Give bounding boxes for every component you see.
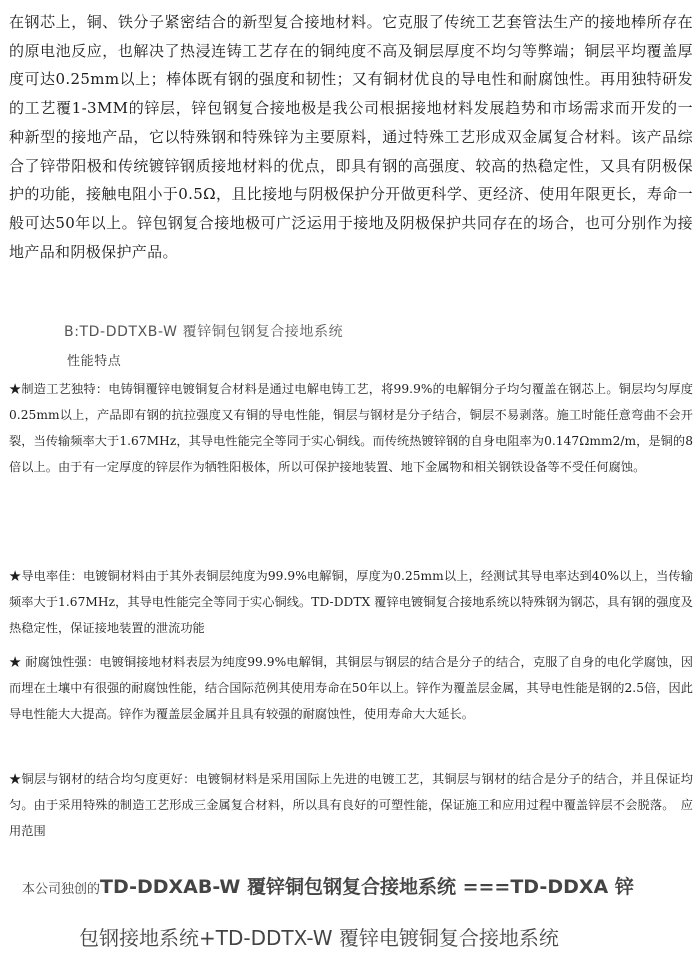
footer-line-2: 包钢接地系统+TD-DDTX-W 覆锌电镀铜复合接地系统 (79, 926, 559, 950)
footer-line-1-main: TD-DDXAB-W 覆锌铜包钢复合接地系统 ===TD-DDXA 锌 (100, 876, 634, 898)
intro-paragraph: 在钢芯上，铜、铁分子紧密结合的新型复合接地材料。它克服了传统工艺套管法生产的接地棒所存在的原电池反应，也解决了热浸连铸工艺存在的铜纯度不高及铜层厚度不均匀等弊端；铜层平均覆盖厚度可达0.25mm以上；棒体既有钢的强度和韧性；又有铜材优良的导电性和耐腐蚀性。再用独特研发的工艺覆1-3MM的锌层，锌包钢复合接地极是我公司根据接地材料发展趋势和市场需求而开发的一种新型的接地产品，它以特殊钢和特殊锌为主要原料，通过特殊工艺形成双金属复合材料。该产品综合了锌带阳极和传统镀锌钢质接地材料的优点，即具有钢的高强度、较高的热稳定性，又具有阴极保护的功能，接触电阻小于0.5Ω，且比接地与阴极保护分开做更科学、更经济、使用年限更长，寿命一般可达50年以上。锌包钢复合接地极可广泛运用于接地及阴极保护共同存在的场合，也可分别作为接地产品和阴极保护产品。 (9, 13, 693, 261)
footer-prefix: 本公司独创的 (22, 882, 101, 897)
footer-line-1 (22, 872, 634, 899)
features-title: 性能特点 (67, 354, 122, 369)
feature-conductivity-paragraph: ★导电率佳：电镀铜材料由于其外表铜层纯度为99.9%电解铜，厚度为0.25mm以上，经测试其导电率达到40%以上，当传输频率大于1.67MHz，其导电性能完全等同于实心铜线。TD-DDTX 覆锌电镀铜复合接地系统以特殊钢为钢芯，具有钢的强度及热稳定性，保证接地装置的泄流功能 (9, 569, 693, 635)
feature-uniformity-paragraph: ★铜层与钢材的结合均匀度更好：电镀铜材料是采用国际上先进的电镀工艺，其铜层与钢材的结合是分子的结合，并且保证均匀。由于采用特殊的制造工艺形成三金属复合材料，所以具有良好的可塑性能，保证施工和应用过程中覆盖锌层不会脱落。 应用范围 (9, 772, 693, 838)
feature-corrosion-paragraph: ★ 耐腐蚀性强：电镀铜接地材料表层为纯度99.9%电解铜，其铜层与钢层的结合是分子的结合，克服了自身的电化学腐蚀，因而埋在土壤中有很强的耐腐蚀性能，结合国际范例其使用寿命在50年以上。锌作为覆盖层金属，其导电性能是钢的2.5倍，因此导电性能大大提高。锌作为覆盖层金属并且具有较强的耐腐蚀性，使用寿命大大延长。 (9, 655, 693, 721)
section-b-title: B:TD-DDTXB-W 覆锌铜包钢复合接地系统 (64, 324, 344, 340)
feature-process-paragraph: ★制造工艺独特：电铸铜覆锌电镀铜复合材料是通过电解电铸工艺，将99.9%的电解铜分子均匀覆盖在钢芯上。铜层均匀厚度0.25mm以上，产品即有钢的抗拉强度又有铜的导电性能，铜层与钢材是分子结合，铜层不易剥落。施工时能任意弯曲不会开裂，当传输频率大于1.67MHz，其导电性能完全等同于实心铜线。而传统热镀锌钢的自身电阻率为0.147Ωmm2/m，是铜的8倍以上。由于有一定厚度的锌层作为牺牲阳极体，所以可保护接地装置、地下金属物和相关钢铁设备等不受任何腐蚀。 (9, 382, 693, 474)
